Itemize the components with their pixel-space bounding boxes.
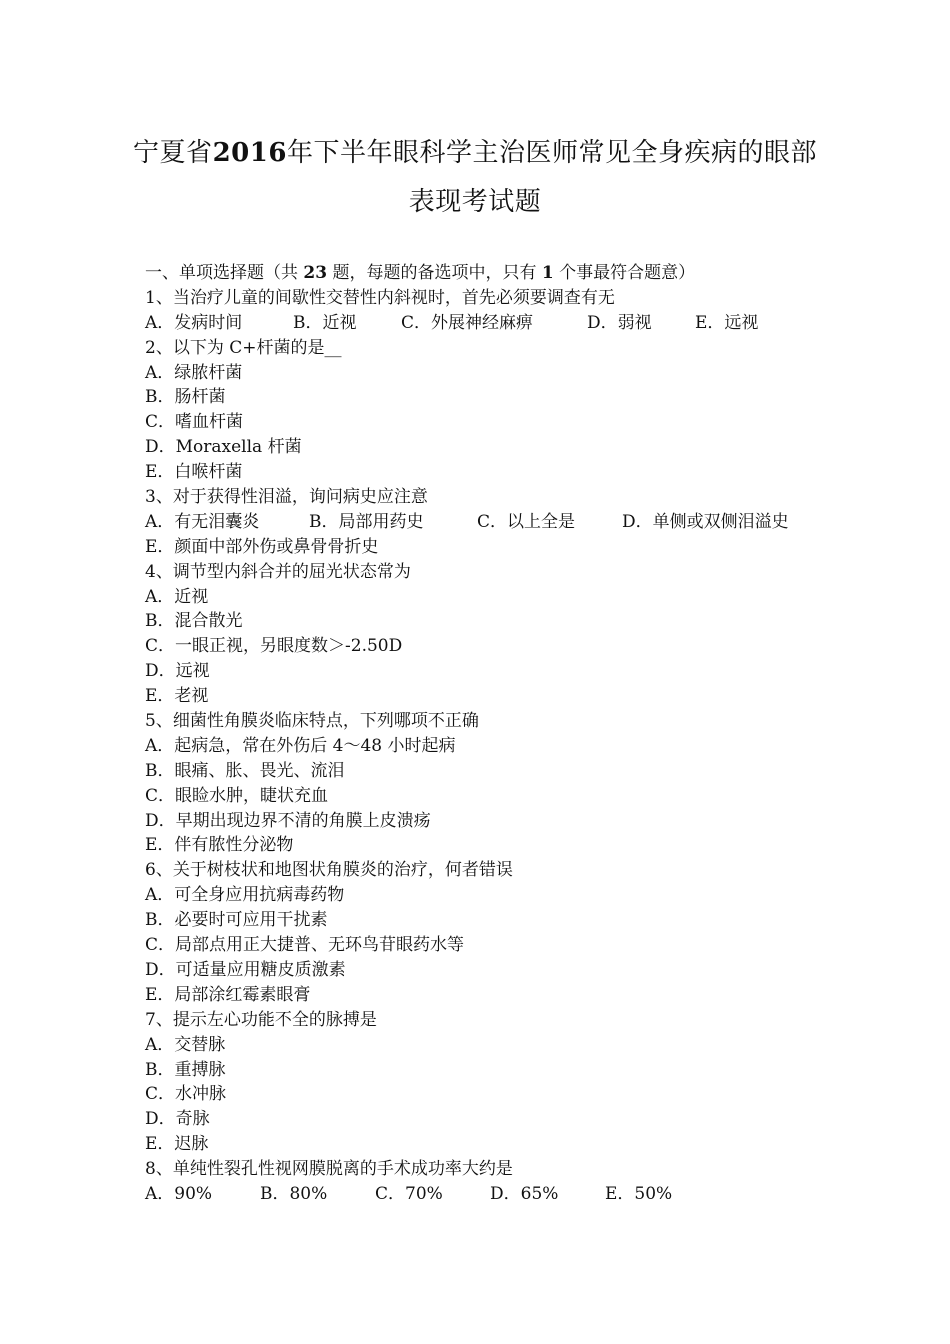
option: C．70% (375, 1183, 443, 1204)
option: A．可全身应用抗病毒药物 (145, 885, 345, 906)
option: D．远视 (145, 661, 210, 682)
option: E．50% (605, 1183, 673, 1204)
option: A．90% (145, 1183, 213, 1204)
option: B．重搏脉 (145, 1059, 226, 1080)
option: D．单侧或双侧泪溢史 (622, 511, 789, 532)
option: D．Moraxella 杆菌 (145, 437, 302, 458)
section-heading (145, 261, 825, 286)
option: C．以上全是 (477, 511, 576, 532)
title-prefix: 宁夏省 (133, 138, 213, 168)
section-heading-text: 一、单项选择题（共 (145, 263, 304, 283)
question-4: 4、调节型内斜合并的屈光状态常为 (145, 561, 411, 582)
question-8-options (145, 1182, 825, 1207)
document-title-line-2: 表现考试题 (408, 187, 542, 217)
question-6: 6、关于树枝状和地图状角膜炎的治疗，何者错误 (145, 860, 513, 881)
option: E．伴有脓性分泌物 (145, 835, 294, 856)
question-5: 5、细菌性角膜炎临床特点，下列哪项不正确 (145, 711, 479, 732)
option: A．绿脓杆菌 (145, 362, 243, 383)
option: E．远视 (695, 312, 759, 333)
option: A．近视 (145, 586, 209, 607)
section-heading-text: 个事最符合题意） (553, 263, 696, 283)
option: E．迟脉 (145, 1134, 209, 1155)
option: C．局部点用正大捷普、无环鸟苷眼药水等 (145, 935, 465, 956)
option: C．眼睑水肿，睫状充血 (145, 785, 329, 806)
question-3-options (145, 510, 825, 535)
question-7: 7、提示左心功能不全的脉搏是 (145, 1009, 377, 1030)
option: D．弱视 (587, 312, 652, 333)
document-body (145, 261, 825, 1207)
title-suffix: 年下半年眼科学主治医师常见全身疾病的眼部 (286, 138, 817, 168)
option: B．眼痛、胀、畏光、流泪 (145, 760, 345, 781)
option: D．65% (490, 1183, 559, 1204)
option: C．水冲脉 (145, 1084, 227, 1105)
option: B．近视 (293, 312, 357, 333)
option: D．奇脉 (145, 1109, 210, 1130)
option: E．局部涂红霉素眼膏 (145, 984, 311, 1005)
option: C．一眼正视，另眼度数＞-2.50D (145, 636, 403, 657)
option: E．颜面中部外伤或鼻骨骨折史 (145, 536, 379, 557)
option: E．老视 (145, 686, 209, 707)
option: B．80% (260, 1183, 328, 1204)
section-question-count: 23 (303, 263, 328, 283)
option: B．混合散光 (145, 611, 243, 632)
option: A．起病急，常在外伤后 4～48 小时起病 (145, 735, 456, 756)
title-year: 2016 (212, 138, 287, 168)
option: B．必要时可应用干扰素 (145, 910, 328, 931)
option: D．早期出现边界不清的角膜上皮溃疡 (145, 810, 431, 831)
option: B．局部用药史 (309, 511, 424, 532)
option: D．可适量应用糖皮质激素 (145, 959, 346, 980)
section-answer-count: 1 (541, 263, 554, 283)
question-1-options (145, 311, 825, 336)
section-heading-text: 题，每题的备选项中，只有 (327, 263, 542, 283)
question-2: 2、以下为 C+杆菌的是__ (145, 337, 342, 358)
question-3: 3、对于获得性泪溢，询问病史应注意 (145, 487, 428, 508)
option: A．有无泪囊炎 (145, 511, 260, 532)
option: E．白喉杆菌 (145, 462, 243, 483)
option: A．发病时间 (145, 312, 243, 333)
document-title-line-1 (0, 138, 950, 168)
question-1: 1、当治疗儿童的间歇性交替性内斜视时，首先必须要调查有无 (145, 287, 615, 308)
question-8: 8、单纯性裂孔性视网膜脱离的手术成功率大约是 (145, 1159, 513, 1180)
option: A．交替脉 (145, 1034, 226, 1055)
option: C．嗜血杆菌 (145, 412, 244, 433)
option: C．外展神经麻痹 (401, 312, 534, 333)
option: B．肠杆菌 (145, 387, 226, 408)
